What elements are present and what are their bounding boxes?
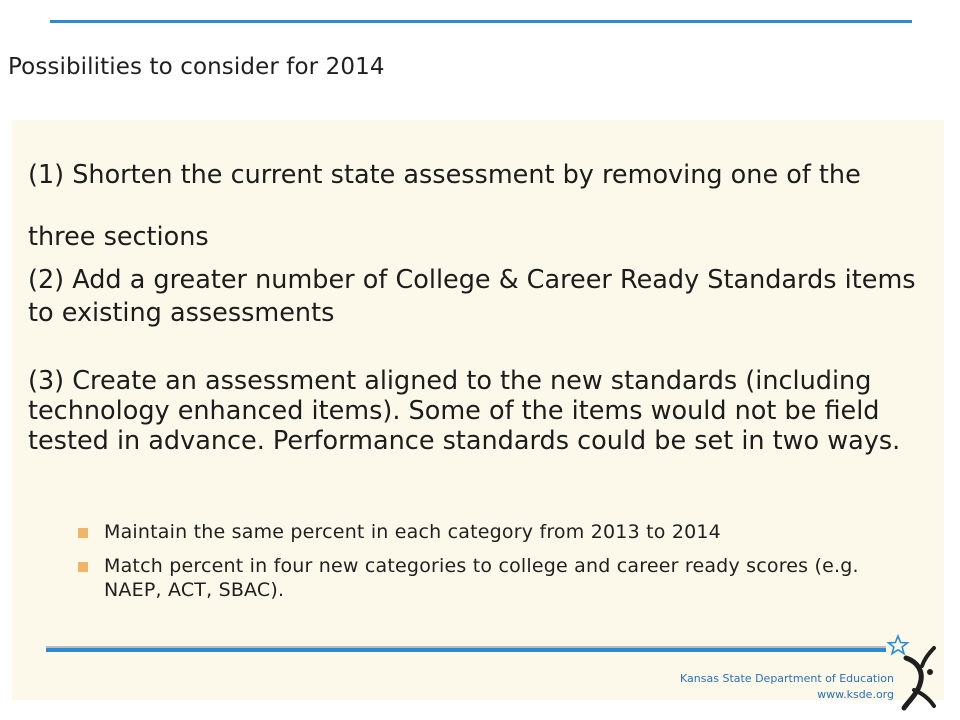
- option-1-text: (1) Shorten the current state assessment by removing one of the three sections: [28, 160, 861, 252]
- option-2-text: (2) Add a greater number of College & Career Ready Standards items to existing assessments: [28, 265, 916, 328]
- square-bullet-icon: [78, 528, 88, 538]
- top-divider: [50, 20, 912, 23]
- square-bullet-icon: [78, 562, 88, 572]
- footer-organization: Kansas State Department of Education: [680, 672, 894, 685]
- sub-bullet-list: [78, 520, 908, 612]
- option-3-text: (3) Create an assessment aligned to the new standards (including technology enhanced items). Some of the items would not be field tested in advance. Performance standards could be set in two ways.: [28, 366, 901, 456]
- bottom-divider: [46, 648, 886, 652]
- slide-title: Possibilities to consider for 2014: [8, 54, 385, 80]
- footer-url: www.ksde.org: [817, 688, 894, 701]
- sub-bullet-item: [78, 554, 908, 602]
- sub-bullet-text: Match percent in four new categories to college and career ready scores (e.g. NAEP, ACT, SBAC).: [104, 555, 859, 601]
- sub-bullet-item: [78, 520, 908, 544]
- sub-bullet-text: Maintain the same percent in each category from 2013 to 2014: [104, 521, 721, 543]
- ksde-star-figure-icon: [884, 632, 942, 712]
